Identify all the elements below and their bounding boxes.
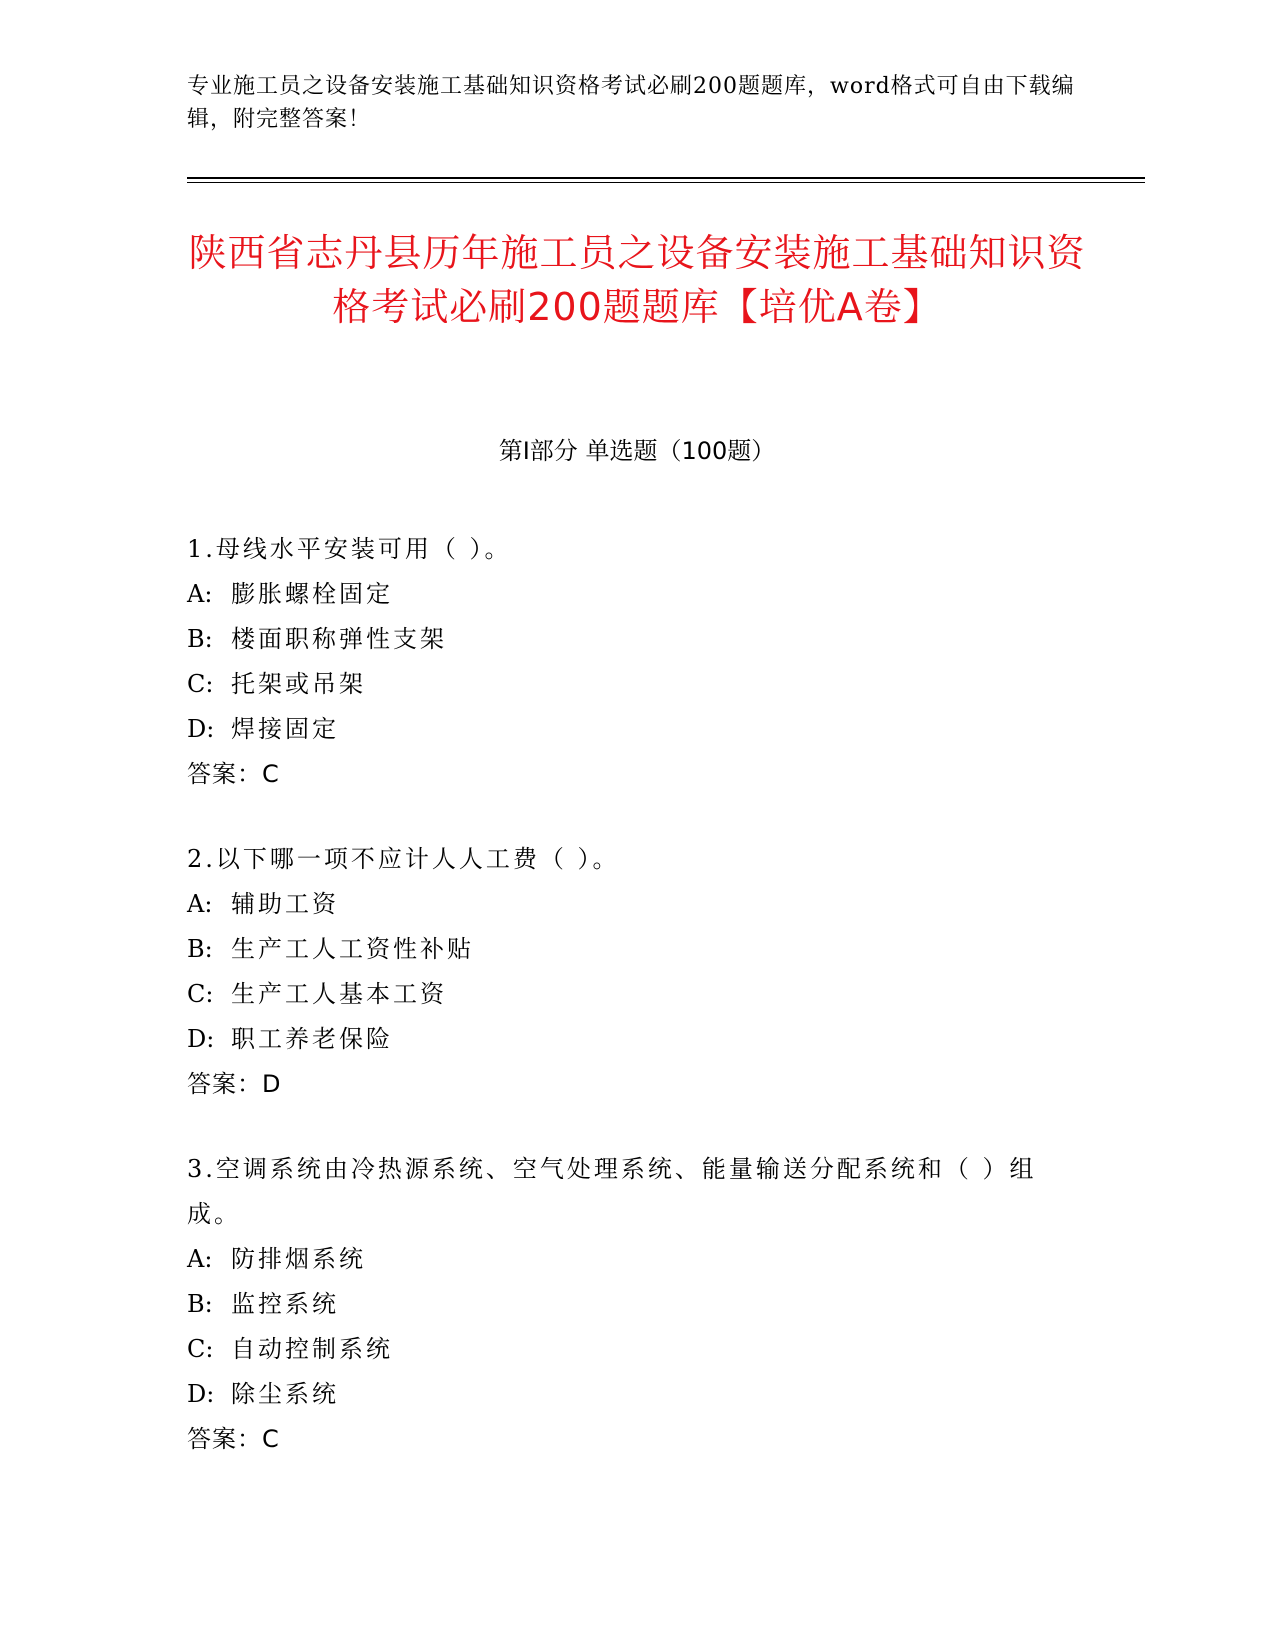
header-rule-thick bbox=[187, 177, 1145, 179]
header-note: 专业施工员之设备安装施工基础知识资格考试必刷200题题库，word格式可自由下载编辑，附完整答案！ bbox=[187, 74, 1075, 132]
option-d bbox=[187, 1017, 1087, 1062]
option-text: 除尘系统 bbox=[231, 1380, 339, 1408]
option-key: A: bbox=[187, 580, 213, 608]
option-d bbox=[187, 1372, 1087, 1417]
option-a bbox=[187, 882, 1087, 927]
option-key: B: bbox=[187, 1290, 213, 1318]
option-b bbox=[187, 1282, 1087, 1327]
option-key: C: bbox=[187, 980, 214, 1008]
option-text: 防排烟系统 bbox=[231, 1245, 366, 1273]
option-text: 生产工人工资性补贴 bbox=[231, 935, 474, 963]
option-text: 膨胀螺栓固定 bbox=[231, 580, 393, 608]
option-key: D: bbox=[187, 1380, 215, 1408]
option-b bbox=[187, 617, 1087, 662]
option-text: 监控系统 bbox=[231, 1290, 339, 1318]
answer-line: 答案：D bbox=[187, 1070, 282, 1098]
question-stem: 2.以下哪一项不应计人人工费（ ）。 bbox=[187, 845, 620, 873]
option-key: A: bbox=[187, 1245, 213, 1273]
option-text: 自动控制系统 bbox=[231, 1335, 393, 1363]
answer-line: 答案：C bbox=[187, 760, 280, 788]
option-c bbox=[187, 972, 1087, 1017]
header-rule-thin bbox=[187, 182, 1145, 183]
option-a bbox=[187, 572, 1087, 617]
option-key: D: bbox=[187, 1025, 215, 1053]
document-title: 陕西省志丹县历年施工员之设备安装施工基础知识资格考试必刷200题题库【培优A卷】 bbox=[188, 231, 1086, 329]
question-stem: 3.空调系统由冷热源系统、空气处理系统、能量输送分配系统和（ ）组成。 bbox=[187, 1155, 1037, 1228]
answer-line: 答案：C bbox=[187, 1425, 280, 1453]
option-c bbox=[187, 662, 1087, 707]
option-key: A: bbox=[187, 890, 213, 918]
option-c bbox=[187, 1327, 1087, 1372]
option-key: D: bbox=[187, 715, 215, 743]
question-stem: 1.母线水平安装可用（ ）。 bbox=[187, 535, 512, 563]
section-title: 第I部分 单选题（100题） bbox=[498, 437, 776, 465]
option-b bbox=[187, 927, 1087, 972]
option-text: 楼面职称弹性支架 bbox=[231, 625, 447, 653]
option-key: C: bbox=[187, 670, 214, 698]
option-key: B: bbox=[187, 935, 213, 963]
option-a bbox=[187, 1237, 1087, 1282]
option-key: C: bbox=[187, 1335, 214, 1363]
question-2 bbox=[187, 837, 1087, 1107]
option-text: 生产工人基本工资 bbox=[231, 980, 447, 1008]
option-text: 辅助工资 bbox=[231, 890, 339, 918]
option-d bbox=[187, 707, 1087, 752]
option-text: 托架或吊架 bbox=[231, 670, 366, 698]
question-3 bbox=[187, 1147, 1087, 1462]
option-key: B: bbox=[187, 625, 213, 653]
option-text: 职工养老保险 bbox=[231, 1025, 393, 1053]
question-list bbox=[187, 527, 1087, 1502]
question-1 bbox=[187, 527, 1087, 797]
option-text: 焊接固定 bbox=[231, 715, 339, 743]
